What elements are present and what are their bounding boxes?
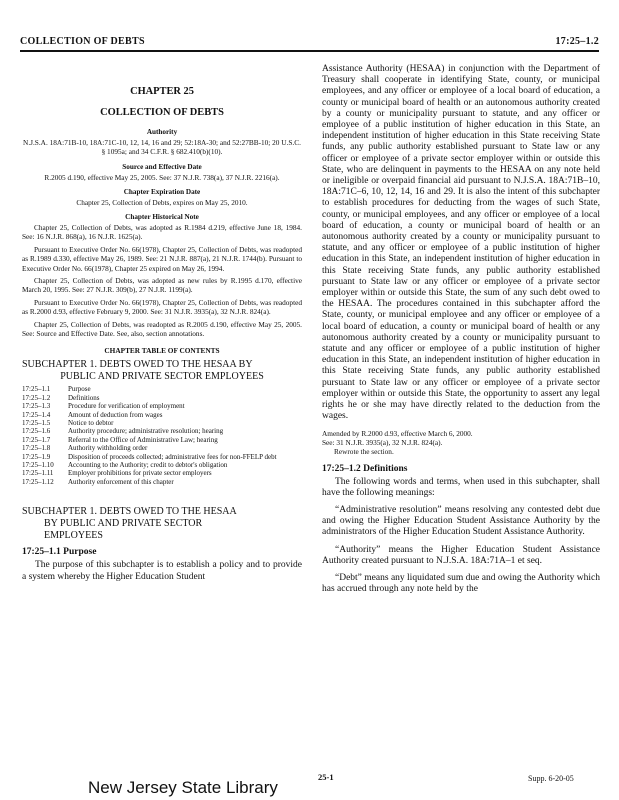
toc-section-number: 17:25–1.12 xyxy=(22,477,54,486)
toc-section-title: Disposition of proceeds collected; administrative fees for non-FFELP debt xyxy=(68,452,277,461)
amendment-line: Amended by R.2000 d.93, effective March 6, 2000. xyxy=(322,428,473,438)
expiration-heading: Chapter Expiration Date xyxy=(123,187,201,196)
toc-row xyxy=(22,436,302,444)
amendment-see: See: 31 N.J.R. 3935(a), 32 N.J.R. 824(a). xyxy=(322,437,443,447)
purpose-paragraph: The purpose of this subchapter is to establish a policy and to provide a system whereby the Higher Education Student xyxy=(22,560,302,582)
history-paragraph: Chapter 25, Collection of Debts, was adopted as R.1984 d.219, effective June 18, 1984. See: 16 N.J.R. 868(a), 16 N.J.R. 1625(a). xyxy=(22,223,302,242)
subchapter-heading xyxy=(22,506,302,542)
toc-section-title: Purpose xyxy=(68,385,91,394)
toc-section-title: Authority enforcement of this chapter xyxy=(68,477,174,486)
chapter-number: CHAPTER 25 xyxy=(130,86,194,97)
toc-section-number: 17:25–1.1 xyxy=(22,385,51,394)
toc-section-title: Amount of deduction from wages xyxy=(68,410,163,419)
toc-row xyxy=(22,453,302,461)
toc-subchapter-line: SUBCHAPTER 1. DEBTS OWED TO THE HESAA BY xyxy=(22,359,253,371)
definition-paragraph: “Authority” means the Higher Education Student Assistance Authority created pursuant to N.J.S.A. 18A:71A–1 et seq. xyxy=(322,544,600,566)
running-header xyxy=(20,34,599,52)
toc-row xyxy=(22,402,302,410)
subchapter-heading-line: SUBCHAPTER 1. DEBTS OWED TO THE HESAA xyxy=(22,506,237,518)
toc-section-number: 17:25–1.3 xyxy=(22,402,51,411)
toc-section-number: 17:25–1.10 xyxy=(22,461,54,470)
history-paragraph: Pursuant to Executive Order No. 66(1978), Chapter 25, Collection of Debts, was readopted as R.1989 d.330, effective May 26, 1989. See: 21 N.J.R. 887(a), 21 N.J.R. 1744(b). Pursuant to Executive Order No. 66(1978), Chapter 25 expired on May 26, 1994. xyxy=(22,245,302,273)
toc-subchapter-heading xyxy=(22,359,302,382)
toc-row xyxy=(22,411,302,419)
section-heading-purpose: 17:25–1.1 Purpose xyxy=(22,547,97,558)
source-text: R.2005 d.190, effective May 25, 2005. See: 37 N.J.R. 738(a), 37 N.J.R. 2216(a). xyxy=(44,172,280,182)
toc-section-number: 17:25–1.11 xyxy=(22,469,54,478)
toc-row xyxy=(22,469,302,477)
subchapter-heading-line: EMPLOYEES xyxy=(44,530,103,542)
toc-section-number: 17:25–1.6 xyxy=(22,427,51,436)
toc-section-title: Authority procedure; administrative resolution; hearing xyxy=(68,427,224,436)
toc-table xyxy=(22,385,302,486)
source-heading: Source and Effective Date xyxy=(122,162,202,171)
subchapter-heading-line: BY PUBLIC AND PRIVATE SECTOR xyxy=(44,518,203,530)
toc-row xyxy=(22,444,302,452)
toc-section-title: Employer prohibitions for private sector employers xyxy=(68,469,212,478)
toc-section-number: 17:25–1.9 xyxy=(22,452,51,461)
toc-row xyxy=(22,427,302,435)
expiration-text: Chapter 25, Collection of Debts, expires on May 25, 2010. xyxy=(76,197,248,207)
header-title: COLLECTION OF DEBTS xyxy=(20,36,145,47)
toc-section-title: Definitions xyxy=(68,393,100,402)
toc-section-number: 17:25–1.8 xyxy=(22,444,51,453)
definitions-intro: The following words and terms, when used in this subchapter, shall have the following meanings: xyxy=(322,476,600,498)
history-paragraph: Chapter 25, Collection of Debts, was adopted as new rules by R.1995 d.170, effective March 20, 1995. See: 27 N.J.R. 309(b), 27 N.J.R. 1199(a). xyxy=(22,276,302,295)
header-section-number: 17:25–1.2 xyxy=(555,36,599,47)
purpose-continuation: Assistance Authority (HESAA) in conjunction with the Department of Treasury shall cooperate in identifying State, county, or municipal employees, and any officer or employee of a local board of education, a county or municipal board of health or an autonomous authority created by a county or municipality pursuant to statute, and any officer or employee of a public institution of higher education in this State, an independent institution of higher education in this State receiving State funds, any public authority established pursuant to State law or any officer or employee of a private sector employer within or outside this State, who are delinquent in payments to the HESAA on any note held or ineligible or overpaid financial aid pursuant to N.J.S.A. 18A:71B–10, 18A:71C–6, 10, 12, 14, 16 and 29. It is also the intent of this subchapter to establish procedures for deducting from the wages of such State, county, or municipal employees, and any officer or employee of a local board of education, a county or municipal board of health or an autonomous authority created by a county or municipality pursuant to statute, and any officer or employee of a public institution of higher education in this State, an independent institution of higher education in this State receiving State funds, any public authority established pursuant to State law or any officer or employee of a private sector employer within or outside this State, the sum of any such debt owed to the HESAA. The procedures contained in this subchapter afford the State, county, or municipal employee and any officer or employee of a local board of education, a county or municipal board of health or any autonomous authority created by a county or municipality pursuant to statute and any officer or employee of a public institution of higher education in this State, an independent institution of higher education in this State receiving State funds, any public authority established pursuant to State law or any officer or employee of a private sector employer within or outside this State, the opportunity to assert any legal rights he or she may have directly related to the deduction from the wages. xyxy=(322,64,600,422)
definition-paragraph: “Administrative resolution” means resolving any contested debt due and owing the Higher Education Student Assistance Authority by the administrators of the Higher Education Student Assistance Authority. xyxy=(322,504,600,538)
toc-row xyxy=(22,394,302,402)
authority-heading: Authority xyxy=(146,128,178,136)
toc-section-title: Notice to debtor xyxy=(68,419,114,428)
amendment-rewrote: Rewrote the section. xyxy=(334,446,394,456)
toc-subchapter-line: PUBLIC AND PRIVATE SECTOR EMPLOYEES xyxy=(60,370,264,382)
left-column xyxy=(22,64,302,589)
toc-section-number: 17:25–1.2 xyxy=(22,393,51,402)
history-paragraph: Chapter 25, Collection of Debts, was readopted as R.2005 d.190, effective May 25, 2005. See: Source and Effective Date. See, also, section annotations. xyxy=(22,320,302,339)
supplement-date: Supp. 6-20-05 xyxy=(528,774,574,783)
section-heading-definitions: 17:25–1.2 Definitions xyxy=(322,463,408,474)
toc-section-title: Referral to the Office of Administrative Law; hearing xyxy=(68,435,218,444)
amendment-note xyxy=(322,429,600,456)
toc-section-title: Authority withholding order xyxy=(68,444,148,453)
toc-section-number: 17:25–1.7 xyxy=(22,435,51,444)
authority-text: N.J.S.A. 18A:71B-10, 18A:71C-10, 12, 14, 16 and 29; 52:18A-30; and 52:27BB-10; 20 U.S.C. § 1095a; and 34 C.F.R. § 682.410(b)(10). xyxy=(23,138,301,157)
toc-section-title: Accounting to the Authority; credit to debtor's obligation xyxy=(68,461,228,470)
toc-section-number: 17:25–1.4 xyxy=(22,410,51,419)
toc-heading: CHAPTER TABLE OF CONTENTS xyxy=(104,346,220,356)
chapter-title: COLLECTION OF DEBTS xyxy=(100,107,224,118)
toc-row xyxy=(22,478,302,486)
definition-paragraph: “Debt” means any liquidated sum due and owing the Authority which has accrued through any note held by the xyxy=(322,572,600,595)
page-number: 25-1 xyxy=(318,772,334,782)
history-heading: Chapter Historical Note xyxy=(125,213,199,222)
toc-section-title: Procedure for verification of employment xyxy=(68,402,185,411)
toc-row xyxy=(22,419,302,427)
toc-section-number: 17:25–1.5 xyxy=(22,419,51,428)
toc-row xyxy=(22,385,302,393)
history-paragraph: Pursuant to Executive Order No. 66(1978), Chapter 25, Collection of Debts, was readopted as R.2000 d.93, effective February 9, 2000. See: 31 N.J.R. 3935(a), 32 N.J.R. 824(a). xyxy=(22,298,302,317)
library-footer: New Jersey State Library xyxy=(88,778,278,797)
right-column xyxy=(322,64,600,601)
toc-row xyxy=(22,461,302,469)
